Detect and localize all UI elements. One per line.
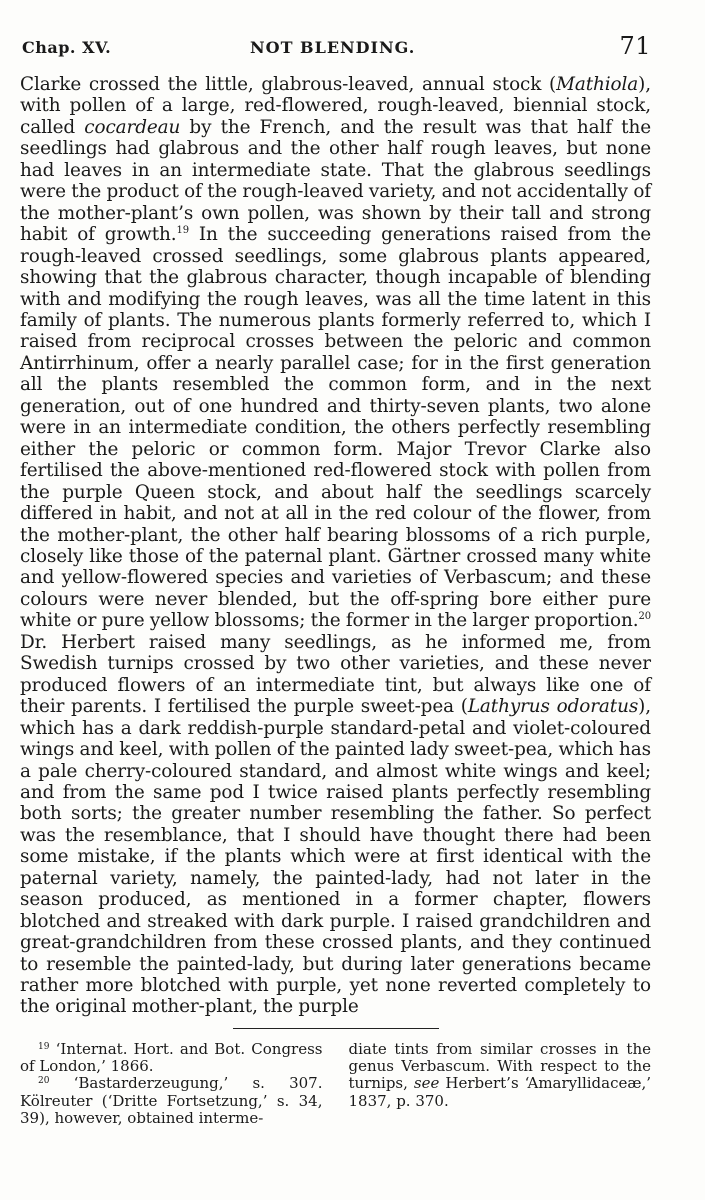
footnote-number: 20 [38, 1076, 50, 1087]
footnote-text: ‘Bastarderzeugung,’ s. 307. Kölreuter (‘Dritte Fortsetzung,’ s. 34, 39), however, obtained interme- [20, 1074, 323, 1127]
text-run: ), with pollen of a large, red-flowered, rough-leaved, biennial stock, called [20, 74, 651, 138]
footnote-20-continued [349, 1041, 652, 1110]
footnotes [20, 1041, 651, 1127]
running-title: NOT BLENDING. [250, 38, 416, 57]
footnote-column-right [349, 1041, 652, 1127]
footnote-20 [20, 1075, 323, 1127]
footnote-text: ‘Internat. Hort. and Bot. Congress of London,’ 1866. [20, 1039, 323, 1076]
page-number: 71 [619, 32, 651, 60]
text-run: by the French, and the result was that half the seedlings had glabrous and the other half rough leaves, but none had leaves in an intermediate state. That the glabrous seedlings were the product of the rough-leaved variety, and not accidentally of the mother-plant’s own pollen, was shown by their tall and strong habit of growth. [20, 116, 651, 246]
footnote-19 [20, 1041, 323, 1075]
text-run: ), which has a dark reddish-purple standard-petal and violet-coloured wings and keel, with pollen of the painted lady sweet-pea, which has a pale cherry-coloured standard, and almost white wings and keel; and from the same pod I twice raised plants perfectly resembling both sorts; the greater number resembling the father. So perfect was the resemblance, that I should have thought there had been some mistake, if the plants which were at first identical with the paternal variety, namely, the painted-lady, had not later in the season produced, as mentioned in a former chapter, flowers blotched and streaked with dark purple. I raised grandchildren and great-grandchildren from these crossed plants, and they continued to resemble the painted-lady, but during later generations became rather more blotched with purple, yet none reverted completely to the original mother-plant, the purple [20, 696, 651, 1018]
text-run: Dr. Herbert raised many seedlings, as he informed me, from Swedish turnips crossed by two other varieties, and these never produced flowers of an intermediate tint, but always like one of their parents. I fertilised the purple sweet-pea ( [20, 631, 651, 718]
footnote-text: diate tints from similar crosses in the genus Verbascum. With respect to the turnips, [348, 1039, 651, 1093]
footnote-ref-19[interactable]: 19 [176, 225, 190, 237]
body-paragraph [20, 74, 651, 1018]
text-run: In the succeeding generations raised from the rough-leaved crossed seedlings, some glabrous plants appeared, showing that the glabrous character, though incapable of blending with and modifying the rough leaves, was all the time latent in this family of plants. The numerous plants formerly referred to, which I raised from reciprocal crosses between the peloric and common Antirrhinum, offer a nearly parallel case; for in the first generation all the plants resembled the common form, and in the next generation, out of one hundred and thirty-seven plants, two alone were in an intermediate condition, the others perfectly resembling either the peloric or common form. Major Trevor Clarke also fertilised the above-mentioned red-flowered stock with pollen from the purple Queen stock, and about half the seedlings scarcely differed in habit, and not at all in the red colour of the flower, from the mother-plant, the other half bearing blossoms of a rich purple, closely like those of the paternal plant. Gärtner crossed many white and yellow-flowered species and varieties of Verbascum; and these colours were never blended, but the off-spring bore either pure white or pure yellow blossoms; the former in the larger proportion. [20, 224, 651, 632]
italic-term: Lathyrus odoratus [467, 696, 639, 718]
text-run: Clarke crossed the little, glabrous-leaved, annual stock ( [20, 74, 557, 95]
footnote-italic: see [413, 1074, 440, 1093]
footnote-ref-20[interactable]: 20 [638, 611, 651, 623]
italic-term: Mathiola [556, 74, 639, 95]
italic-term: cocardeau [84, 116, 181, 138]
chapter-label: Chap. XV. [22, 38, 112, 57]
footnote-column-left [20, 1041, 323, 1127]
running-header [20, 30, 651, 74]
footnote-number: 19 [38, 1041, 50, 1052]
footnote-divider [233, 1028, 439, 1029]
footnote-text: Herbert’s ‘Amaryllidaceæ,’ 1837, p. 370. [348, 1074, 651, 1110]
